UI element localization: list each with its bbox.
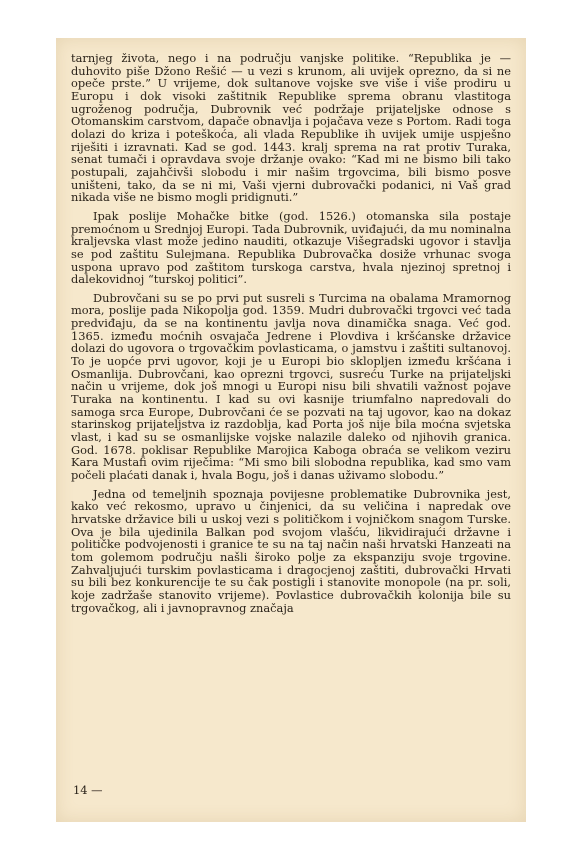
- paragraph-2: Ipak poslije Mohačke bitke (god. 1526.) otomanska sila postaje premoćnom u Srednjoj Europi. Tada Dubrovnik, uviđajući, da mu nominalna kraljevska vlast može jedino nauditi, otkazuje Višegradski ugovor i stavlja se pod zaštitu Sulejmana. Republika Dubrovačka dosiže vrhunac svoga uspona upravo pod zaštitom turskoga carstva, hvala njezinoj spretnoj i dalekovidnoj “turskoj politici”.: [71, 208, 511, 287]
- book-page: [56, 38, 526, 822]
- body-text: [71, 52, 511, 620]
- paragraph-3: Dubrovčani su se po prvi put susreli s Turcima na obalama Mramornog mora, poslije pada Nikopolja god. 1359. Mudri dubrovački trgovci već tada predviđaju, da se na kontinentu javlja nova dinamička snaga. Već god. 1365. između moćnih osvajača Jedrene i Plovdiva i kršćanske državice dolazi do ugovora o trgovačkim povlasticama, o jamstvu i zaštiti sultanovoj. To je uopće prvi ugovor, koji je u Europi bio sklopljen između kršćana i Osmanlija. Dubrovčani, kao oprezni trgovci, susreću Turke na prijateljski način u vrijeme, dok još mnogi u Europi nisu bili shvatili važnost pojave Turaka na kontinentu. I kad su ovi kasnije triumfalno napredovali do samoga srca Europe, Dubrovčani će se pozvati na taj ugovor, kao na dokaz starinskog prijateljstva iz razdoblja, kad Porta još nije bila moćna svjetska vlast, i kad su se osmanlijske vojske nalazile daleko od njihovih granica. God. 1678. poklisar Republike Marojica Kaboga obraća se velikom veziru Kara Mustafi ovim riječima: “Mi smo bili slobodna republika, kad smo vam počeli plaćati danak i, hvala Bogu, još i danas uživamo slobodu.”: [71, 290, 511, 482]
- page-number: 14 —: [73, 783, 103, 797]
- paragraph-1: tarnjeg života, nego i na području vanjske politike. “Republika je — duhovito piše Džono Rešić — u vezi s krunom, ali uvijek oprezno, da si ne opeče prste.” U vrijeme, dok sultanove vojske sve više i više prodiru u Europu i dok visoki zaštitnik Republike sprema obranu vlastitoga ugroženog područja, Dubrovnik već podržaje prijateljske odnose s Otomanskim carstvom, dapače obnavlja i pojačava veze s Portom. Radi toga dolazi do kriza i poteškoća, ali vlada Republike ih uvijek umije uspješno riješiti i izravnati. Kad se god. 1443. kralj sprema na rat protiv Turaka, senat tumači i opravdava svoje držanje ovako: “Kad mi ne bismo bili tako postupali, zajahčivši slobodu i mir našim trgovcima, bili bismo posve uništeni, tako, da se ni mi, Vaši vjerni dubrovački podanici, ni Vaš grad nikada više ne bismo mogli pridignuti.”: [71, 51, 511, 205]
- paragraph-4: Jedna od temeljnih spoznaja povijesne problematike Dubrovnika jest, kako već rekosmo, upravo u činjenici, da su veličina i napredak ove hrvatske državice bili u uskoj vezi s političkom i vojničkom snagom Turske. Ova je bila ujedinila Balkan pod svojom vlašću, likvidirajući državne i političke podvojenosti i granice te su na taj način naši hrvatski Hanzeati na tom golemom području našli široko polje za ekspanziju svoje trgovine. Zahvaljujući turskim povlasticama i dragocjenoj zaštiti, dubrovački Hrvati su bili bez konkurencije te su čak postigli i stanovite monopole (na pr. soli, koje zadržaše stanovito vrijeme). Povlastice dubrovačkih kolonija bile su trgovačkog, ali i javnopravnog značaja: [71, 486, 511, 615]
